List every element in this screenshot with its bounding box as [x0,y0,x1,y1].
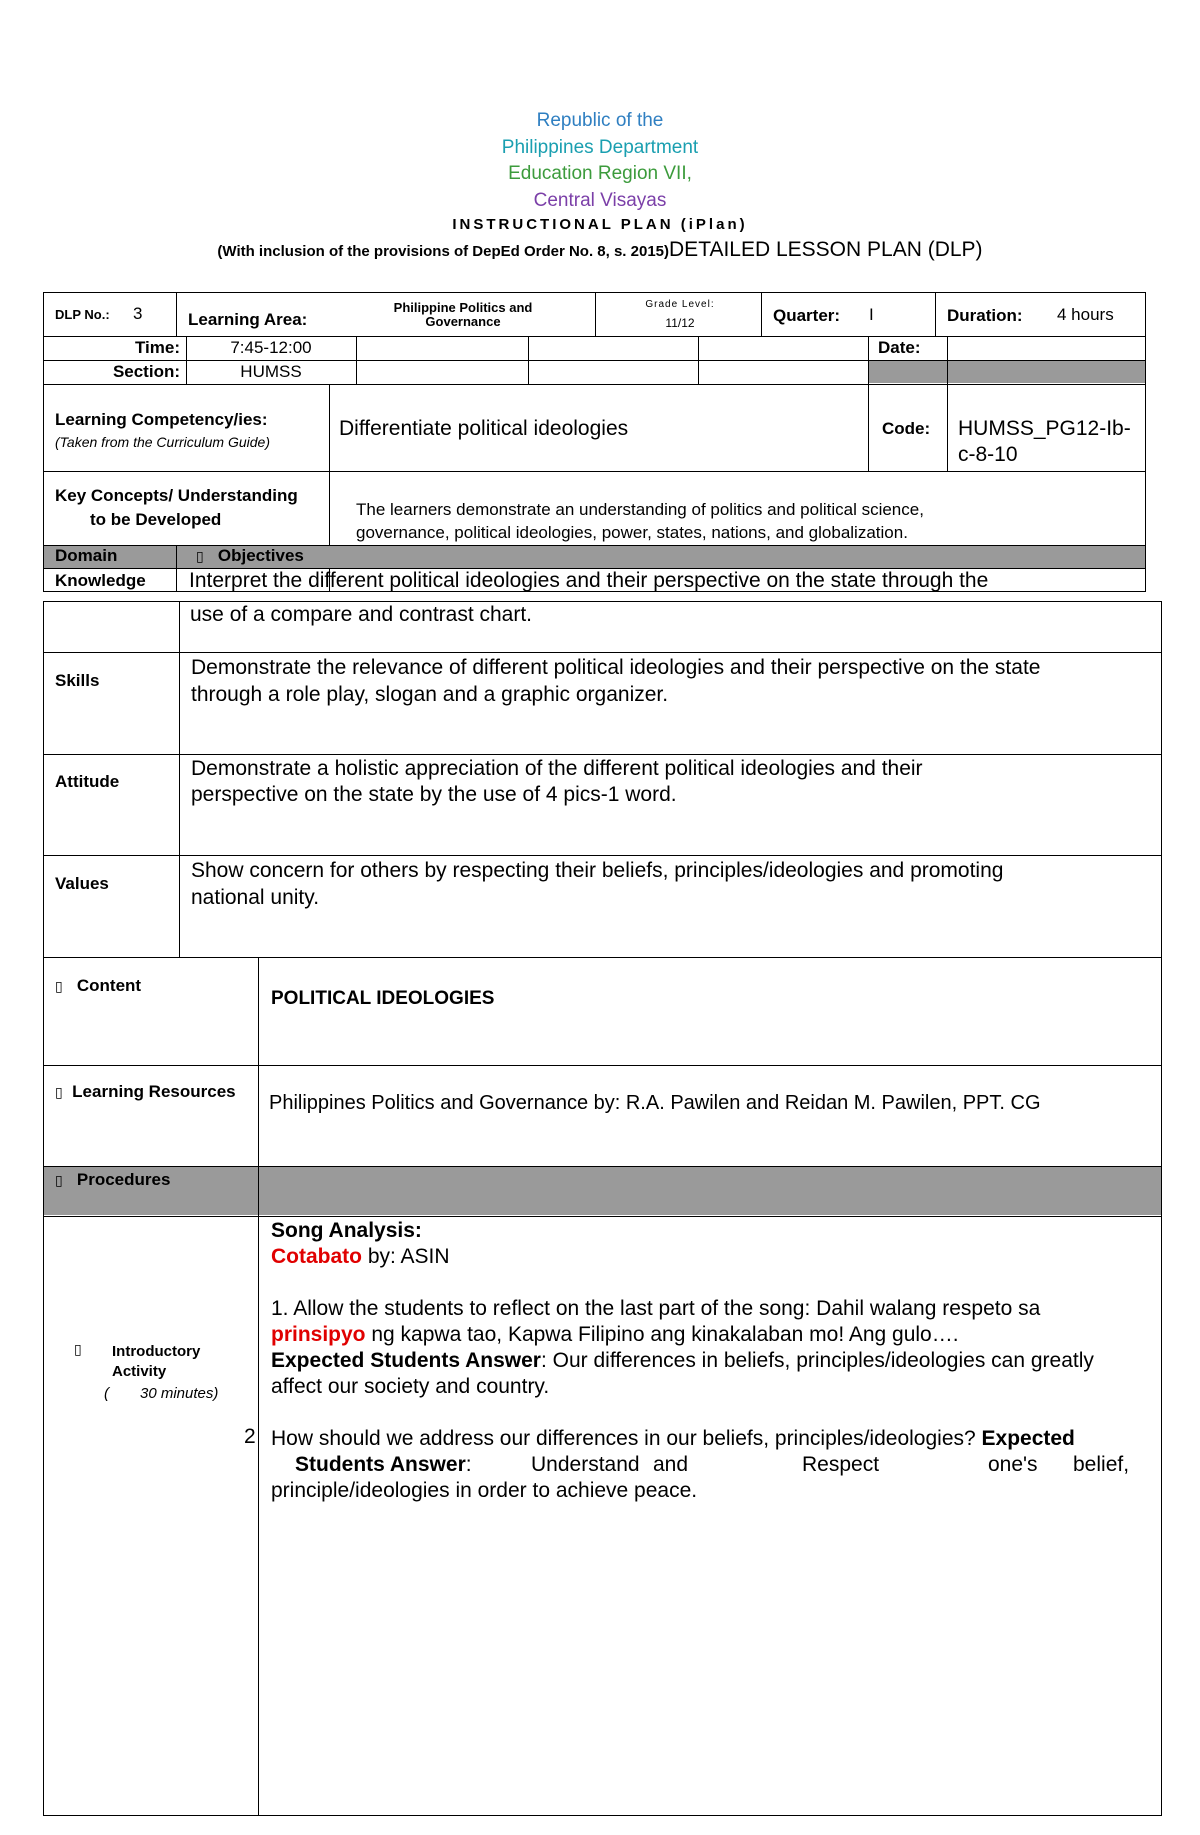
q2-text: How should we address our differences in our beliefs, principles/ideologies? [271,1427,982,1450]
skills-label: Skills [55,671,100,690]
competency-value: Differentiate political ideologies [339,417,629,440]
knowledge-line-2: use of a compare and contrast chart. [190,603,533,626]
ans1-text: : Our differences in beliefs, principles/ideologies can greatly [540,1349,1094,1372]
competency-sub: (Taken from the Curriculum Guide) [55,434,271,450]
grade-level-value: 11/12 [665,316,695,330]
quarter-value: I [869,305,874,324]
duration-value: 4 hours [1057,305,1114,324]
intro-time-open: ( [104,1385,109,1402]
intro-label-1: Introductory [112,1343,201,1360]
q1-line-1: 1. Allow the students to reflect on the last part of the song: Dahil walang respeto sa [271,1297,1041,1320]
attitude-line-1: Demonstrate a holistic appreciation of the different political ideologies and their [191,757,923,780]
content-label-row [55,976,141,996]
content-label: Content [76,976,142,995]
ans2-word-4: one's [988,1453,1038,1476]
q2-number: 2 [244,1425,256,1448]
key-concepts-label-1: Key Concepts/ Understanding [55,486,298,505]
section-value: HUMSS [240,362,302,381]
song-by: by: ASIN [362,1245,450,1268]
section-label: Section: [112,362,180,381]
domain-label: Domain [55,546,118,565]
ans2-label: Students Answer [295,1453,466,1476]
attitude-line-2: perspective on the state by the use of 4 pics-1 word. [191,783,677,806]
ans2-word-1: Understand [531,1453,640,1476]
dlp-no-value: 3 [133,304,143,323]
procedures-bg [44,1167,1161,1215]
q1-red-word: prinsipyo [271,1323,366,1346]
ans2-label-row [295,1453,472,1477]
key-concepts-text-1: The learners demonstrate an understanding of politics and political science, [356,500,924,519]
code-label: Code: [882,419,931,438]
skills-line-1: Demonstrate the relevance of different political ideologies and their perspective on the state [191,656,1041,679]
intro-bullet [74,1341,82,1359]
song-line [271,1245,450,1269]
gray-cell [868,361,1145,383]
square-bullet-icon: ▯ [55,979,63,995]
header-line-3: Education Region VII, [508,163,692,184]
resources-label-row [55,1082,236,1102]
square-bullet-icon: ▯ [74,1342,82,1358]
header-line-4: Central Visayas [533,190,667,211]
intro-time: 30 minutes) [140,1385,219,1402]
q1-rest: ng kapwa tao, Kapwa Filipino ang kinakalaban mo! Ang gulo…. [365,1323,959,1346]
key-concepts-label-2: to be Developed [90,510,222,529]
ans2-word-3: Respect [802,1453,880,1476]
knowledge-label: Knowledge [55,571,146,590]
duration-label: Duration: [947,306,1023,325]
ans2-word-5: belief, [1073,1453,1130,1476]
square-bullet-icon: ▯ [55,1085,63,1101]
procedures-label: Procedures [76,1170,171,1189]
resources-value: Philippines Politics and Governance by: R.A. Pawilen and Reidan M. Pawilen, PPT. CG [269,1092,1041,1114]
values-line-1: Show concern for others by respecting their beliefs, principles/ideologies and promoting [191,859,1004,882]
knowledge-line-1: Interpret the different political ideologies and their perspective on the state through the [189,569,989,592]
ans2-colon: : [465,1453,472,1476]
q2-expected: Expected [981,1427,1075,1450]
values-label: Values [55,874,109,893]
learning-area-line1: Philippine Politics and [393,300,533,315]
inclusion-note: (With inclusion of the provisions of DepEd Order No. 8, s. 2015) [217,243,670,260]
dlp-title: DETAILED LESSON PLAN (DLP) [669,238,983,261]
date-label: Date: [878,338,921,357]
ans1-line-2: affect our society and country. [271,1375,550,1398]
iplan-title: INSTRUCTIONAL PLAN (iPlan) [452,216,748,233]
header-line-2: Philippines Department [501,137,699,158]
song-title: Cotabato [271,1245,362,1268]
dlp-no-label: DLP No.: [55,307,110,322]
ans1-label: Expected Students Answer [271,1349,541,1372]
values-line-2: national unity. [191,886,320,909]
dlp-heading [0,238,1200,262]
resources-label: Learning Resources [72,1082,236,1101]
header-line-1: Republic of the [536,110,664,131]
square-bullet-icon: ▯ [196,549,204,565]
learning-area-line2: Governance [425,314,501,329]
q2-line-1 [271,1427,1075,1451]
grade-level-label: Grade Level: [645,299,715,310]
code-line2: c-8-10 [958,443,1018,466]
content-value: POLITICAL IDEOLOGIES [271,988,495,1009]
attitude-label: Attitude [55,772,120,791]
objectives-label: Objectives [217,546,304,565]
ans1-line-1 [271,1349,1094,1373]
square-bullet-icon: ▯ [55,1173,63,1189]
time-value: 7:45-12:00 [230,338,312,357]
skills-line-2: through a role play, slogan and a graphic organizer. [191,683,669,706]
objectives-header [196,546,304,566]
song-analysis: Song Analysis: [271,1219,422,1242]
learning-area-label: Learning Area: [188,310,308,329]
ans2-line-2: principle/ideologies in order to achieve peace. [271,1479,698,1502]
key-concepts-text-2: governance, political ideologies, power, states, nations, and globalization. [356,523,908,542]
ans2-word-2: and [653,1453,689,1476]
intro-label-2: Activity [112,1363,167,1380]
competency-label: Learning Competency/ies: [55,410,268,429]
code-line1: HUMSS_PG12-Ib- [958,417,1131,440]
q1-line-2 [271,1323,959,1347]
time-label: Time: [134,338,180,357]
quarter-label: Quarter: [773,306,841,325]
procedures-label-row [55,1170,170,1190]
